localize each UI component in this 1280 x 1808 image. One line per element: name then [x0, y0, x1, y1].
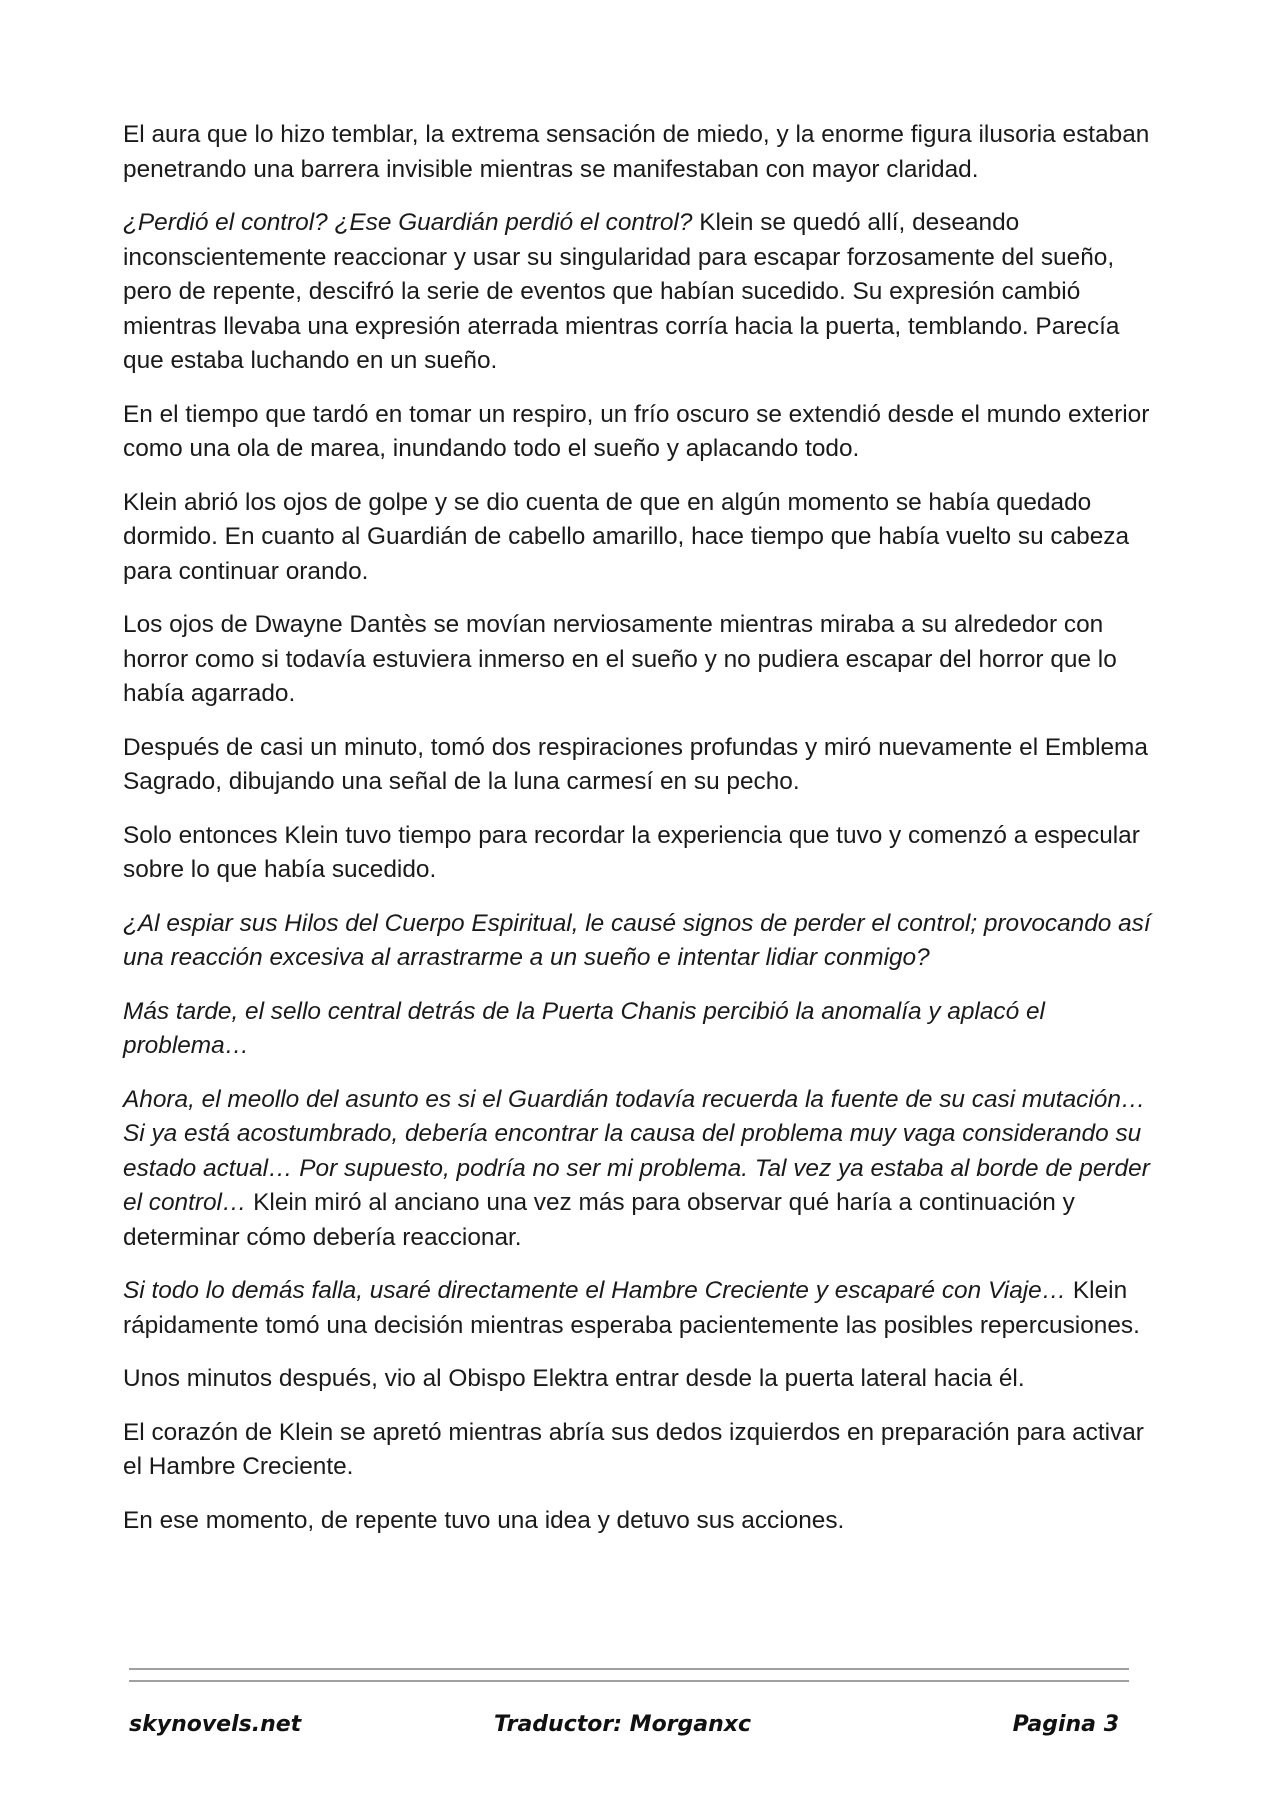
paragraph	[123, 1504, 1153, 1539]
italic-text-run: ¿Perdió el control? ¿Ese Guardián perdió el control?	[123, 209, 693, 236]
italic-text-run: Ahora, el meollo del asunto es si el Guardián todavía recuerda la fuente de su casi mutación… Si ya está acostumbrado, debería encontrar la causa del problema muy vaga considerando su estado actual… Por supuesto, podría no ser mi problema. Tal vez ya estaba al borde de perder el control…	[123, 1085, 1150, 1216]
text-run: El corazón de Klein se apretó mientras abría sus dedos izquierdos en preparación para activar el Hambre Creciente.	[123, 1418, 1144, 1480]
text-run: Klein miró al anciano una vez más para observar qué haría a continuación y determinar cómo debería reaccionar.	[123, 1189, 1075, 1251]
paragraph	[123, 206, 1153, 379]
text-run: Klein rápidamente tomó una decisión mientras esperaba pacientemente las posibles repercusiones.	[123, 1277, 1140, 1339]
paragraph	[123, 486, 1153, 590]
footer-translator: Traductor: Morganxc	[494, 1712, 752, 1737]
paragraph	[123, 1083, 1153, 1256]
text-run: Unos minutos después, vio al Obispo Elektra entrar desde la puerta lateral hacia él.	[123, 1365, 1025, 1392]
paragraph	[123, 118, 1153, 187]
footer-divider-top	[129, 1668, 1129, 1670]
paragraph	[123, 907, 1153, 976]
paragraph	[123, 1274, 1153, 1343]
paragraph	[123, 731, 1153, 800]
paragraph	[123, 995, 1153, 1064]
footer-page-number: Pagina 3	[1012, 1712, 1119, 1737]
text-run: El aura que lo hizo temblar, la extrema sensación de miedo, y la enorme figura ilusoria estaban penetrando una barrera invisible mientras se manifestaban con mayor claridad.	[123, 121, 1150, 183]
paragraph	[123, 608, 1153, 712]
italic-text-run: ¿Al espiar sus Hilos del Cuerpo Espiritual, le causé signos de perder el control; provocando así una reacción excesiva al arrastrarme a un sueño e intentar lidiar conmigo?	[123, 909, 1151, 971]
paragraph	[123, 1362, 1153, 1397]
text-run: En el tiempo que tardó en tomar un respiro, un frío oscuro se extendió desde el mundo exterior como una ola de marea, inundando todo el sueño y aplacando todo.	[123, 400, 1150, 462]
text-run: Klein abrió los ojos de golpe y se dio cuenta de que en algún momento se había quedado dormido. En cuanto al Guardián de cabello amarillo, hace tiempo que había vuelto su cabeza para continuar orando.	[123, 488, 1130, 585]
paragraph	[123, 1416, 1153, 1485]
text-run: Solo entonces Klein tuvo tiempo para recordar la experiencia que tuvo y comenzó a especular sobre lo que había sucedido.	[123, 821, 1140, 883]
text-run: En ese momento, de repente tuvo una idea y detuvo sus acciones.	[123, 1506, 845, 1534]
footer-site-name: skynovels.net	[129, 1712, 302, 1737]
text-run: Después de casi un minuto, tomó dos respiraciones profundas y miró nuevamente el Emblema Sagrado, dibujando una señal de la luna carmesí en su pecho.	[123, 733, 1148, 795]
text-run: Klein se quedó allí, deseando inconscientemente reaccionar y usar su singularidad para escapar forzosamente del sueño, pero de repente, descifró la serie de eventos que habían sucedido. Su expresión cambió mientras llevaba una expresión aterrada mientras corría hacia la puerta, temblando. Parecía que estaba luchando en un sueño.	[123, 209, 1120, 374]
italic-text-run: Más tarde, el sello central detrás de la Puerta Chanis percibió la anomalía y aplacó el problema…	[123, 997, 1045, 1059]
italic-text-run: Si todo lo demás falla, usaré directamente el Hambre Creciente y escaparé con Viaje…	[123, 1277, 1067, 1304]
page-body	[123, 118, 1153, 1557]
text-run: Los ojos de Dwayne Dantès se movían nerviosamente mientras miraba a su alrededor con horror como si todavía estuviera inmerso en el sueño y no pudiera escapar del horror que lo había agarrado.	[123, 611, 1117, 707]
paragraph	[123, 819, 1153, 888]
paragraph	[123, 398, 1153, 467]
page-footer	[129, 1712, 1119, 1748]
footer-divider-bottom	[129, 1680, 1129, 1682]
